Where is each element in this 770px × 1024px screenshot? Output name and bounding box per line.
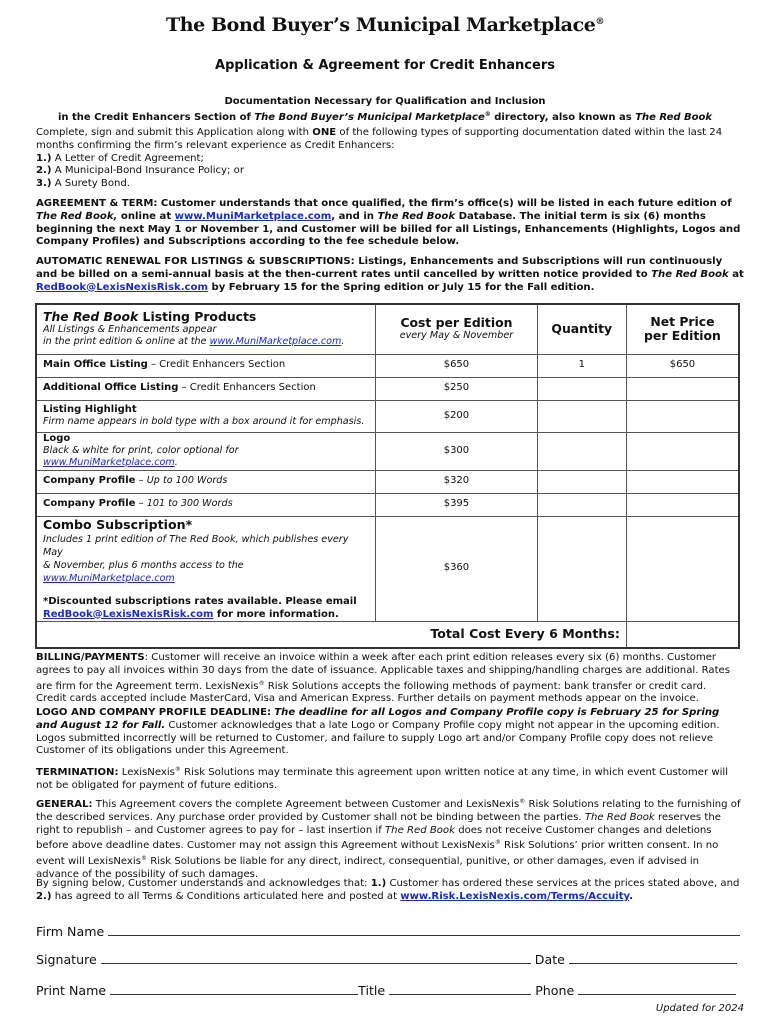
table-row xyxy=(36,377,739,400)
text: Listings, Enhancements and Subscriptions will run continuously xyxy=(358,256,723,267)
registered-mark: ® xyxy=(174,766,181,773)
text: – xyxy=(135,475,147,487)
products-subtitle: All Listings & Enhancements appear xyxy=(43,324,217,336)
phone-field[interactable] xyxy=(578,982,736,995)
table-row xyxy=(36,493,739,516)
net-price-cell[interactable]: $650 xyxy=(626,354,739,377)
product-name: Main Office Listing xyxy=(43,359,148,371)
general-section xyxy=(36,796,744,882)
combo-desc xyxy=(43,559,369,585)
net-price-cell[interactable] xyxy=(626,516,739,621)
section-label: AUTOMATIC RENEWAL FOR LISTINGS & SUBSCRIPTIONS: xyxy=(36,256,355,267)
text: Risk Solutions accepts the following methods of payment: bank transfer or credit card. xyxy=(267,680,707,692)
billing-line xyxy=(36,652,744,665)
deadline-line: Customer of its obligations under this Agreement. xyxy=(36,745,289,757)
text: Risk Solutions be liable for any direct, indirect, consequential, punitive, or other damages, even if advised in xyxy=(150,856,700,868)
termination-line: not be obligated for payment of future editions. xyxy=(36,779,278,791)
text: . xyxy=(174,457,178,469)
text: – xyxy=(135,498,147,510)
product-desc xyxy=(43,445,369,470)
termination-line xyxy=(36,764,744,780)
combo-cell xyxy=(36,516,376,621)
doc-type-item xyxy=(36,178,744,191)
text: at xyxy=(732,268,744,280)
billing-line: Credit cards accepted include MasterCard, Visa and American Express. Further details on payment methods appear on the invoice. xyxy=(36,693,699,705)
publication-name: The Red Book xyxy=(377,210,456,222)
text: right to republish – and Customer agrees to pay for – last insertion if xyxy=(36,824,382,836)
subheading-line2 xyxy=(0,108,770,124)
price-cell: $200 xyxy=(376,400,537,432)
cost-subtitle: every May & November xyxy=(399,330,514,342)
section-label: AGREEMENT & TERM: xyxy=(36,198,158,209)
masthead-title: The Bond Buyer’s Municipal Marketplace xyxy=(165,14,596,36)
subheading-line1: Documentation Necessary for Qualification and Inclusion xyxy=(224,96,546,107)
deadline-line xyxy=(36,720,744,733)
table-row xyxy=(36,432,739,470)
masthead xyxy=(0,14,770,36)
deadline-text: The deadline for all Logos and Company Profile copy is February 25 for Spring xyxy=(274,707,720,718)
munimarketplace-link[interactable]: www.MuniMarketplace.com xyxy=(174,210,332,222)
section-label: TERMINATION: xyxy=(36,767,119,778)
registered-mark: ® xyxy=(258,679,265,687)
renewal-line xyxy=(36,269,744,282)
product-name: Listing Highlight xyxy=(43,403,137,415)
price-cell: $395 xyxy=(376,493,537,516)
text: *Discounted subscriptions rates available. Please email xyxy=(43,595,357,607)
general-line xyxy=(36,853,744,869)
subheading-text: in the Credit Enhancers Section of xyxy=(57,112,251,123)
products-title xyxy=(43,310,369,324)
munimarketplace-link[interactable]: www.MuniMarketplace.com xyxy=(209,336,342,348)
text: does not receive Customer changes and deletions xyxy=(458,824,712,836)
product-cell xyxy=(36,400,376,432)
product-cell xyxy=(36,377,376,400)
price-cell: $300 xyxy=(376,432,537,470)
firm-name-label: Firm Name xyxy=(36,924,105,939)
quantity-cell[interactable]: 1 xyxy=(537,354,626,377)
doc-type-item xyxy=(36,153,744,166)
munimarketplace-link[interactable]: www.MuniMarketplace.com xyxy=(43,457,175,469)
item-text: A Municipal-Bond Insurance Policy; or xyxy=(54,165,244,177)
product-cell xyxy=(36,493,376,516)
item-number: 2.) xyxy=(36,165,52,177)
updated-note: Updated for 2024 xyxy=(655,1003,744,1014)
text: reserves the xyxy=(657,811,721,823)
combo-note xyxy=(43,595,369,621)
text: LexisNexis xyxy=(121,767,175,778)
text: , and in xyxy=(331,210,374,222)
redbook-email-link[interactable]: RedBook@LexisNexisRisk.com xyxy=(43,608,214,620)
agreement-line xyxy=(36,198,744,211)
text: Risk Solutions’ prior written consent. In no xyxy=(504,840,719,852)
agreement-line xyxy=(36,211,744,224)
text: Listing Products xyxy=(142,309,257,325)
quantity-cell[interactable] xyxy=(537,516,626,621)
publication-name: The Red Book xyxy=(635,112,713,123)
text: This Agreement covers the complete Agreement between Customer and LexisNexis xyxy=(95,799,520,810)
text: By signing below, Customer understands and acknowledges that: xyxy=(36,878,368,889)
logo-deadline-section xyxy=(36,707,744,758)
text: and be billed on a semi-annual basis at the then-current rates until cancelled by written notice provided to xyxy=(36,268,648,280)
text: Customer has ordered these services at the prices stated above, and xyxy=(389,878,740,889)
print-name-field[interactable] xyxy=(110,982,358,995)
print-name-row xyxy=(36,982,744,998)
text: Black & white for print, color optional for xyxy=(43,444,239,456)
text: of the following types of supporting documentation dated within the last 24 xyxy=(339,127,723,138)
signing-line xyxy=(36,891,744,904)
price-cell: $320 xyxy=(376,470,537,493)
text: Net Price xyxy=(650,314,715,330)
quantity-cell[interactable] xyxy=(537,493,626,516)
registered-mark: ® xyxy=(484,111,491,118)
signing-line xyxy=(36,878,744,891)
net-price-cell[interactable] xyxy=(626,400,739,432)
section-label: BILLING/PAYMENTS xyxy=(36,652,145,663)
quantity-cell[interactable] xyxy=(537,470,626,493)
text: & November, plus 6 months access to the xyxy=(43,559,244,571)
auto-renewal-section xyxy=(36,256,744,294)
product-desc: 101 to 300 Words xyxy=(146,498,233,510)
quantity-cell[interactable] xyxy=(537,400,626,432)
item-text: A Letter of Credit Agreement; xyxy=(54,152,204,164)
publication-name: The Red Book, xyxy=(36,210,118,222)
publication-name: The Red Book xyxy=(43,309,139,325)
agreement-line: beginning the next May 1 or November 1, and Customer will be billed for all Listings, Enhancements (Highlights, Logos and xyxy=(36,223,741,235)
agreement-line: Company Profiles) and Subscriptions according to the fee schedule below. xyxy=(36,236,460,248)
text: are firm for the Agreement term. LexisNexis xyxy=(36,680,259,692)
net-price-cell[interactable] xyxy=(626,493,739,516)
redbook-email-link[interactable]: RedBook@LexisNexisRisk.com xyxy=(36,281,208,293)
registered-mark: ® xyxy=(595,17,605,27)
general-line xyxy=(36,825,744,838)
product-desc: Up to 100 Words xyxy=(146,475,228,487)
subheading xyxy=(0,95,770,124)
publication-name: The Bond Buyer’s Municipal Marketplace xyxy=(254,112,485,123)
products-header xyxy=(36,304,376,354)
text: . xyxy=(341,336,345,348)
billing-section xyxy=(36,652,744,706)
text: Customer acknowledges that a late Logo or Company Profile copy might not appear in the upcoming edition. xyxy=(165,719,720,731)
item-number: 3.) xyxy=(36,178,52,190)
product-desc: Credit Enhancers Section xyxy=(189,382,316,394)
registered-mark: ® xyxy=(140,855,147,863)
deadline-text: and August 12 for Fall. xyxy=(36,719,166,731)
general-line: advance of the possibility of such damages. xyxy=(36,868,259,880)
product-name: Logo xyxy=(43,432,71,444)
combo-row xyxy=(36,516,739,621)
text: Customer understands that once qualified, the firm’s office(s) will be listed in each future edition of xyxy=(160,198,732,209)
product-desc: Firm name appears in bold type with a box around it for emphasis. xyxy=(43,416,365,427)
section-label: LOGO AND COMPANY PROFILE DEADLINE: xyxy=(36,707,272,718)
item-text: A Surety Bond. xyxy=(54,178,131,190)
emphasis: ONE xyxy=(312,127,337,138)
firm-name-row xyxy=(36,923,744,939)
title-field[interactable] xyxy=(389,982,531,995)
price-cell: $360 xyxy=(376,516,537,621)
intro-line xyxy=(36,127,744,140)
document-title: Application & Agreement for Credit Enhancers xyxy=(215,58,555,73)
product-cell xyxy=(36,432,376,470)
text: by February 15 for the Spring edition or July 15 for the Fall edition. xyxy=(211,281,595,293)
date-field[interactable] xyxy=(569,951,737,964)
renewal-line xyxy=(36,256,744,269)
text: Complete, sign and submit this Application along with xyxy=(36,127,310,138)
combo-title: Combo Subscription* xyxy=(43,516,193,532)
munimarketplace-link[interactable]: www.MuniMarketplace.com xyxy=(43,572,175,584)
pricing-table xyxy=(35,303,740,649)
date-label: Date xyxy=(534,952,565,967)
registered-mark: ® xyxy=(519,798,526,805)
product-cell xyxy=(36,354,376,377)
total-row xyxy=(36,621,739,648)
product-cell xyxy=(36,470,376,493)
product-name: Company Profile xyxy=(43,498,136,510)
signature-label: Signature xyxy=(36,952,97,967)
product-name: Company Profile xyxy=(43,475,136,487)
text: Risk Solutions relating to the furnishing of xyxy=(528,799,741,810)
termination-section xyxy=(36,764,744,793)
publication-name: The Red Book xyxy=(584,811,655,823)
combo-desc: Includes 1 print edition of The Red Book, which publishes every May xyxy=(43,533,349,558)
text: : Customer will receive an invoice within a week after each print edition releases every six (6) months. Customer xyxy=(144,652,717,663)
text: the described services. Any purchase order provided by Customer shall not be binding between the parties. xyxy=(36,811,582,823)
table-header-row xyxy=(36,304,739,354)
table-row xyxy=(36,470,739,493)
signature-field[interactable] xyxy=(101,951,531,964)
item-number: 1.) xyxy=(36,152,52,164)
publication-name: The Red Book xyxy=(385,824,455,836)
intro-line: months confirming the firm’s relevant experience as Credit Enhancers: xyxy=(36,139,395,151)
table-row xyxy=(36,400,739,432)
net-price-cell[interactable] xyxy=(626,470,739,493)
text: has agreed to all Terms & Conditions articulated here and posted at xyxy=(54,890,398,902)
net-price-cell[interactable] xyxy=(626,377,739,400)
doc-type-item xyxy=(36,165,744,178)
item-number: 2.) xyxy=(36,890,52,902)
deadline-line xyxy=(36,707,744,720)
signature-row xyxy=(36,951,744,967)
title-label: Title xyxy=(358,983,386,998)
net-price-cell[interactable] xyxy=(626,432,739,470)
text: Database. The initial term is six (6) months xyxy=(458,210,706,222)
price-cell: $250 xyxy=(376,377,537,400)
text: event will LexisNexis xyxy=(36,856,141,868)
publication-name: The Red Book xyxy=(651,268,729,280)
total-label: Total Cost Every 6 Months: xyxy=(36,621,626,648)
general-line xyxy=(36,837,744,853)
text: before above deadline dates. Customer may not assign this Agreement without LexisNexis xyxy=(36,840,495,852)
net-price-header xyxy=(626,304,739,354)
terms-link[interactable]: www.Risk.LexisNexis.com/Terms/Accuity xyxy=(400,890,630,902)
phone-label: Phone xyxy=(535,983,575,998)
text: online at xyxy=(120,210,172,222)
text: – xyxy=(147,359,160,371)
firm-name-field[interactable] xyxy=(108,923,740,936)
print-name-label: Print Name xyxy=(36,983,107,998)
registered-mark: ® xyxy=(494,839,501,847)
price-cell: $650 xyxy=(376,354,537,377)
product-desc: Credit Enhancers Section xyxy=(159,359,286,371)
total-value-cell[interactable] xyxy=(626,621,739,648)
general-line xyxy=(36,796,744,812)
signing-statement xyxy=(36,878,744,904)
product-name: Additional Office Listing xyxy=(43,382,179,394)
subheading-text: directory, also known as xyxy=(494,112,632,123)
table-row xyxy=(36,354,739,377)
item-number: 1.) xyxy=(370,878,387,889)
cost-header xyxy=(376,304,537,354)
text: Risk Solutions may terminate this agreement upon written notice at any time, in which event Customer will xyxy=(184,767,729,778)
text: per Edition xyxy=(644,328,721,344)
quantity-cell[interactable] xyxy=(537,377,626,400)
renewal-line xyxy=(36,282,744,295)
deadline-line: Logos submitted incorrectly will be returned to Customer, and failure to supply Logo art and/or Company Profile copy does not relieve xyxy=(36,732,714,744)
text: for more information. xyxy=(216,608,339,620)
intro-paragraph xyxy=(36,127,744,191)
products-subtitle xyxy=(43,336,369,348)
agreement-term-section xyxy=(36,198,744,249)
quantity-header: Quantity xyxy=(537,304,626,354)
text: . xyxy=(629,890,634,902)
cost-title: Cost per Edition xyxy=(400,315,513,331)
billing-line: agrees to pay all invoices within 30 days from the date of issuance. Applicable taxes and shipping/handling charges are additional. Rates xyxy=(36,664,731,676)
billing-line xyxy=(36,678,744,694)
quantity-cell[interactable] xyxy=(537,432,626,470)
text: in the print edition & online at the xyxy=(43,336,207,348)
section-label: GENERAL: xyxy=(36,799,93,810)
text: – xyxy=(178,382,190,394)
general-line xyxy=(36,812,744,825)
